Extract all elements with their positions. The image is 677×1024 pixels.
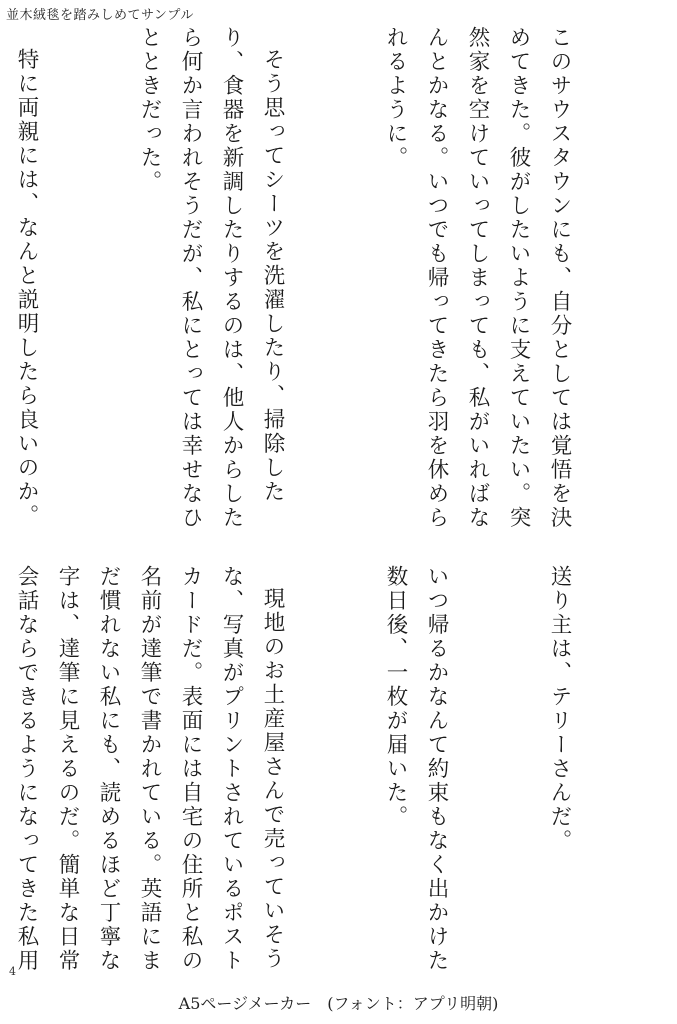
paragraph: 特に両親には、なんと説明したら良いのか。 xyxy=(14,47,39,528)
paragraph: 現地のお土産屋さんで売っていそうな、写真がプリントされているポストカードだ。表面には自宅の住所と私の名前が達筆で書かれている。英語にまだ慣れない私にも、読めるほど丁寧な字は、達筆に見えるのだ。簡単な日常会話ならできるようになってきた私用 xyxy=(14,565,285,973)
footer-caption: A5ページメーカー (フォント：アプリ明朝) xyxy=(178,994,499,1013)
text-block-lower xyxy=(12,565,662,985)
text-block-upper xyxy=(12,26,662,531)
paragraph: そう思ってシーツを洗濯したり、掃除したり、食器を新調したりするのは、他人からしたら何か言われそうだが、私にとっては幸せなひとときだった。 xyxy=(137,26,285,530)
paragraph: いつ帰るかなんて約束もなく出かけた数日後、一枚が届いた。 xyxy=(383,565,449,973)
document-title: 並木絨毯を踏みしめてサンプル xyxy=(6,8,194,23)
page-number: 4 xyxy=(9,965,16,978)
paragraph: 送り主は、テリーさんだ。 xyxy=(547,565,572,853)
paragraph: このサウスタウンにも、自分としては覚悟を決めてきた。彼がしたいように支えていたい。突然家を空けていってしまっても、私がいればなんとかなる。いつでも帰ってきたら羽を休められるように。 xyxy=(383,26,572,530)
